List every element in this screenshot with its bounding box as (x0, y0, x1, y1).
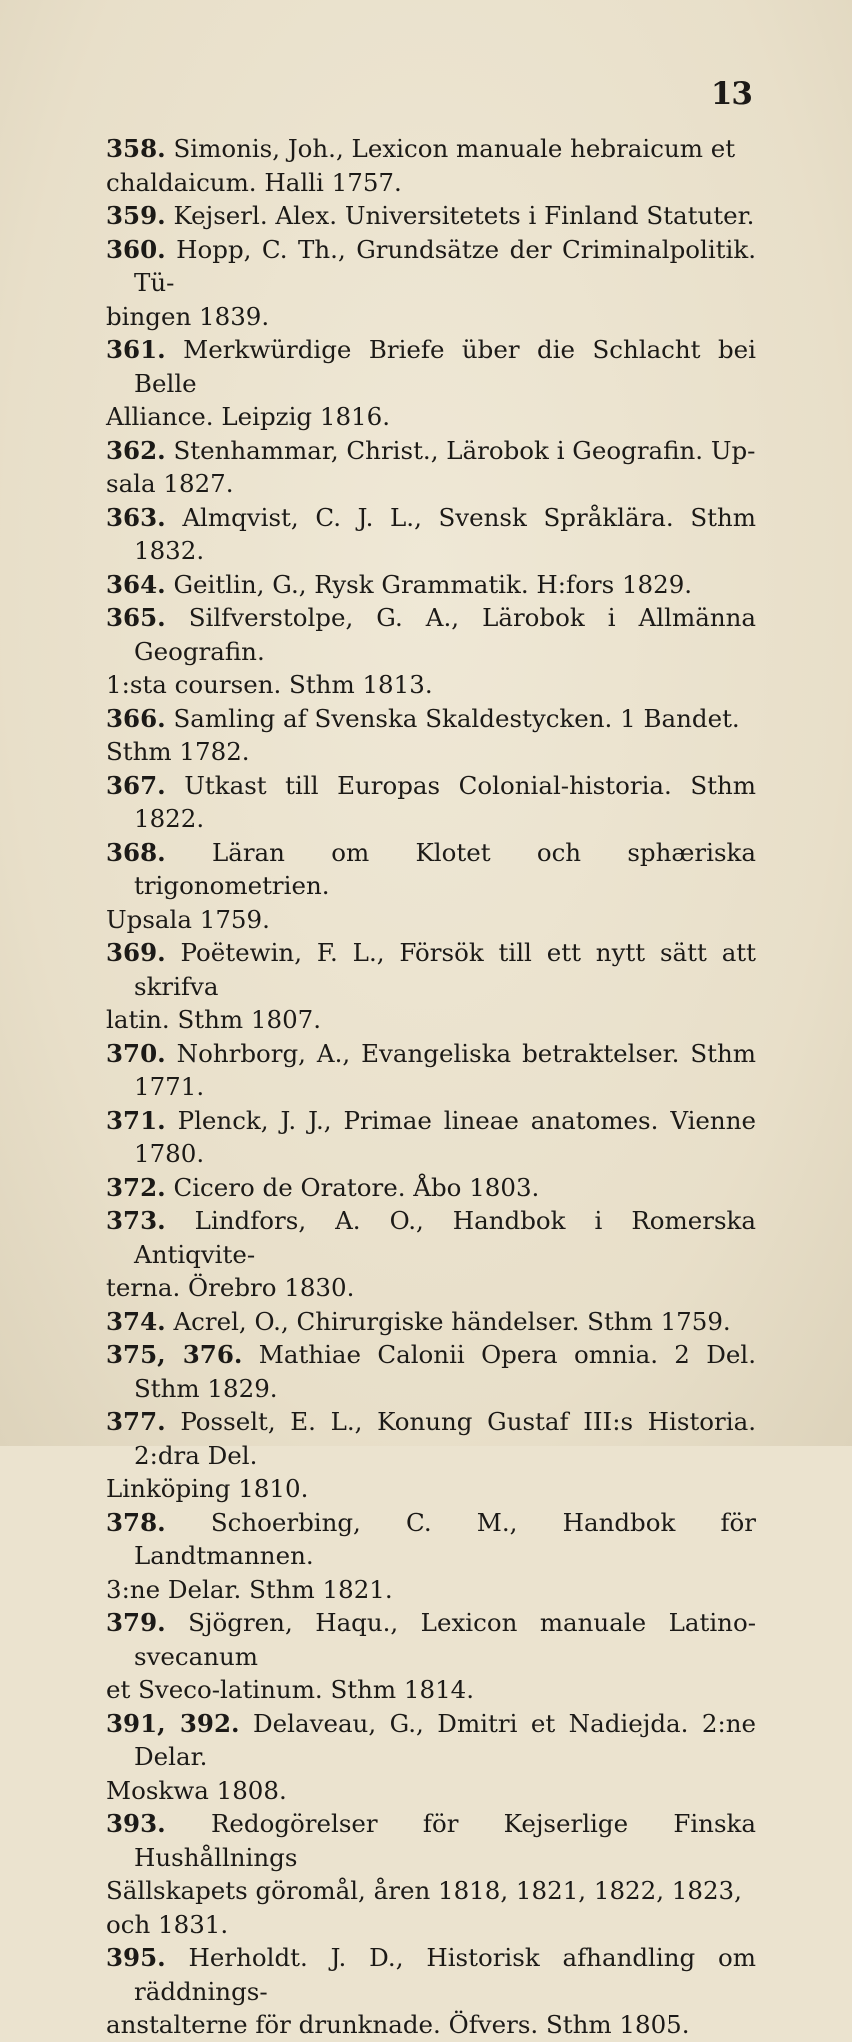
entry-first-line (106, 1941, 756, 2008)
entry-continuation-line (106, 2008, 756, 2042)
catalog-entry (106, 132, 756, 199)
entry-number: 363. (106, 502, 166, 532)
entry-text: Utkast till Europas Colonial-historia. Sthm 1822. (134, 770, 757, 833)
entry-continuation-line (106, 1003, 756, 1037)
entry-text: latin. Sthm 1807. (106, 1005, 322, 1034)
entry-text: bingen 1839. (106, 301, 270, 331)
catalog-entry (106, 1941, 756, 2042)
entry-continuation-line (106, 166, 756, 200)
entry-first-line (106, 1204, 756, 1271)
entry-text: Delaveau, G., Dmitri et Nadiejda. 2:ne Delar. (134, 1708, 756, 1771)
entry-number: 361. (106, 335, 166, 364)
catalog-entry (106, 1104, 756, 1171)
entry-text: Linköping 1810. (106, 1474, 309, 1503)
entry-text: Sthm 1782. (106, 737, 250, 766)
entry-text: et Sveco-latinum. Sthm 1814. (106, 1675, 475, 1704)
entry-number: 374. (106, 1306, 166, 1336)
catalog-entry (106, 936, 756, 1037)
entry-text: Alliance. Leipzig 1816. (106, 402, 391, 431)
entry-text: Sjögren, Haqu., Lexicon manuale Latino-svecanum (134, 1608, 756, 1671)
entry-text: Sällskapets göromål, åren 1818, 1821, 1822, 1823, (106, 1876, 742, 1905)
catalog-entry (106, 836, 756, 937)
catalog-entry (106, 568, 756, 602)
entry-number: 372. (106, 1172, 166, 1202)
catalog-entry (106, 1171, 756, 1205)
entry-text: Schoerbing, C. M., Handbok för Landtmannen. (134, 1507, 756, 1570)
entry-number: 373. (106, 1206, 166, 1235)
catalog-entry (106, 1807, 756, 1941)
entry-continuation-line (106, 1774, 756, 1808)
entry-first-line (106, 568, 756, 602)
entry-first-line (106, 1606, 756, 1673)
entry-continuation-line (106, 668, 756, 702)
entry-text: Herholdt. J. D., Historisk afhandling om räddnings- (134, 1943, 756, 2006)
catalog-entry (106, 333, 756, 434)
entry-text: Nohrborg, A., Evangeliska betraktelser. Sthm 1771. (134, 1038, 756, 1101)
entry-text: Upsala 1759. (106, 904, 270, 934)
entry-text: Merkwürdige Briefe über die Schlacht bei Belle (134, 335, 756, 398)
catalog-entry (106, 1405, 756, 1506)
entry-continuation-line (106, 1908, 756, 1942)
entry-number: 366. (106, 703, 166, 733)
entry-continuation-line (106, 735, 756, 769)
entry-first-line (106, 769, 757, 836)
entry-first-line (106, 199, 756, 233)
entry-number: 369. (106, 938, 166, 967)
catalog-entry (106, 1606, 756, 1707)
entry-first-line (106, 434, 756, 468)
entry-text: Geitlin, G., Rysk Grammatik. H:fors 1829. (173, 569, 693, 599)
entry-text: Samling af Svenska Skaldestycken. 1 Bandet. (173, 703, 740, 733)
entry-number: 395. (106, 1943, 166, 1972)
entry-text: Poëtewin, F. L., Försök till ett nytt sätt att skrifva (134, 938, 756, 1001)
catalog-entries (106, 132, 756, 2042)
entry-number: 362. (106, 435, 166, 465)
entry-number: 359. (106, 201, 166, 230)
entry-first-line (106, 132, 756, 166)
entry-text: Acrel, O., Chirurgiske händelser. Sthm 1759. (173, 1306, 731, 1336)
catalog-entry (106, 199, 756, 233)
entry-first-line (106, 1807, 756, 1874)
entry-number: 367. (106, 770, 166, 800)
entry-number: 370. (106, 1038, 166, 1068)
entry-first-line (106, 836, 756, 903)
entry-number: 393. (106, 1809, 166, 1838)
entry-text: Posselt, E. L., Konung Gustaf III:s Historia. 2:dra Del. (134, 1407, 756, 1470)
entry-number: 358. (106, 134, 166, 163)
entry-number: 368. (106, 837, 166, 867)
entry-text: Lindfors, A. O., Handbok i Romerska Antiqvite- (134, 1206, 756, 1269)
entry-continuation-line (106, 1271, 756, 1305)
catalog-entry (106, 434, 756, 501)
entry-continuation-line (106, 1673, 756, 1707)
entry-number: 391, 392. (106, 1708, 240, 1738)
catalog-entry (106, 233, 756, 334)
entry-text: 1:sta coursen. Sthm 1813. (106, 670, 433, 699)
entry-first-line (106, 501, 756, 568)
entry-text: Silfverstolpe, G. A., Lärobok i Allmänna Geografin. (134, 603, 756, 666)
entry-continuation-line (106, 1874, 756, 1908)
entry-text: sala 1827. (106, 469, 234, 498)
entry-text: Läran om Klotet och sphæriska trigonometrien. (134, 837, 756, 900)
entry-first-line (106, 1405, 756, 1472)
entry-text: Redogörelser för Kejserlige Finska Hushållnings (134, 1809, 756, 1872)
catalog-entry (106, 1204, 756, 1305)
entry-continuation-line (106, 400, 756, 434)
entry-first-line (106, 1305, 756, 1339)
entry-text: Stenhammar, Christ., Lärobok i Geografin. Up- (173, 435, 756, 465)
catalog-entry (106, 1506, 756, 1607)
entry-first-line (106, 1171, 756, 1205)
entry-first-line (106, 1506, 756, 1573)
entry-continuation-line (106, 903, 756, 937)
catalog-entry (106, 702, 756, 769)
entry-number: 360. (106, 234, 166, 264)
catalog-entry (106, 769, 756, 836)
entry-continuation-line (106, 1472, 756, 1506)
entry-number: 364. (106, 569, 166, 599)
entry-first-line (106, 1338, 756, 1405)
entry-number: 377. (106, 1407, 166, 1436)
entry-text: chaldaicum. Halli 1757. (106, 167, 402, 197)
catalog-entry (106, 1305, 756, 1339)
entry-text: 3:ne Delar. Sthm 1821. (106, 1574, 393, 1604)
entry-number: 378. (106, 1507, 166, 1537)
entry-number: 375, 376. (106, 1340, 243, 1369)
entry-text: Plenck, J. J., Primae lineae anatomes. Vienne 1780. (134, 1105, 756, 1168)
entry-continuation-line (106, 467, 756, 501)
entry-text: Mathiae Calonii Opera omnia. 2 Del. Sthm 1829. (134, 1340, 756, 1403)
entry-first-line (106, 233, 756, 300)
catalog-entry (106, 1707, 756, 1808)
page-number: 13 (710, 76, 752, 112)
entry-first-line (106, 1037, 756, 1104)
entry-number: 371. (106, 1105, 166, 1135)
entry-text: och 1831. (106, 1909, 229, 1939)
entry-continuation-line (106, 1573, 756, 1607)
entry-text: Moskwa 1808. (106, 1775, 287, 1805)
entry-text: Hopp, C. Th., Grundsätze der Criminalpolitik. Tü- (134, 234, 756, 297)
catalog-entry (106, 501, 756, 568)
catalog-entry (106, 1037, 756, 1104)
entry-text: Cicero de Oratore. Åbo 1803. (173, 1172, 540, 1202)
catalog-entry (106, 601, 756, 702)
entry-continuation-line (106, 300, 756, 334)
entry-number: 379. (106, 1608, 166, 1637)
entry-text: Almqvist, C. J. L., Svensk Språklära. Sthm 1832. (134, 502, 756, 565)
entry-first-line (106, 601, 756, 668)
entry-text: anstalterne för drunknade. Öfvers. Sthm 1805. (106, 2010, 690, 2039)
entry-first-line (106, 936, 756, 1003)
entry-text: Kejserl. Alex. Universitetets i Finland Statuter. (173, 201, 755, 230)
entry-first-line (106, 333, 756, 400)
entry-number: 365. (106, 603, 166, 632)
entry-text: Simonis, Joh., Lexicon manuale hebraicum et (173, 134, 736, 163)
entry-first-line (106, 1104, 756, 1171)
entry-first-line (106, 702, 756, 736)
catalog-entry (106, 1338, 756, 1405)
entry-text: terna. Örebro 1830. (106, 1273, 355, 1302)
entry-first-line (106, 1707, 756, 1774)
